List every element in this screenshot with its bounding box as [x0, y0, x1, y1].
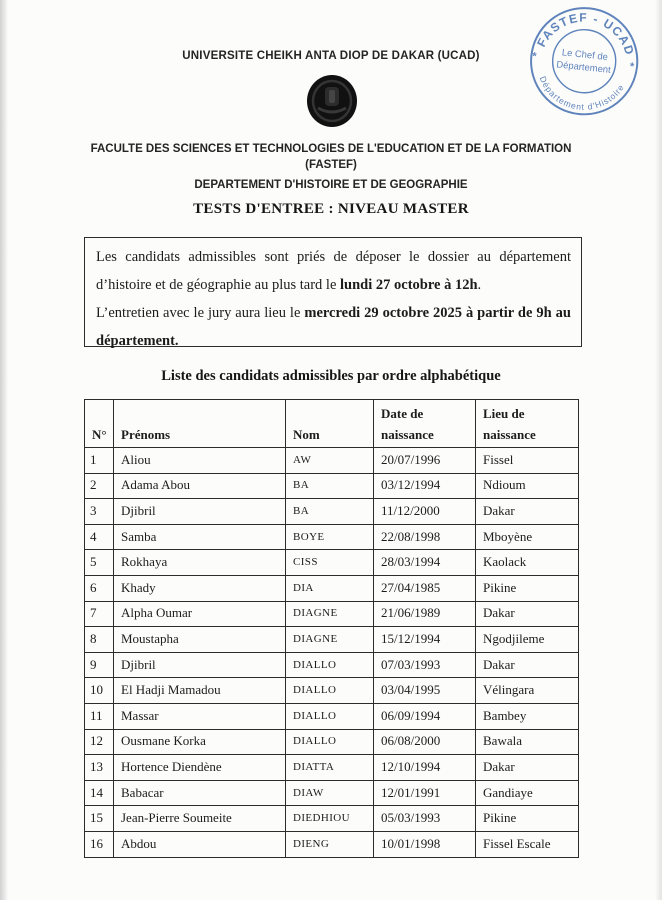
table-cell: Aliou: [114, 448, 286, 474]
table-row: [85, 703, 579, 729]
table-cell: BA: [286, 473, 374, 499]
notice-p1-text: Les candidats admissibles sont priés de déposer le dossier au département d’histoire et de géographie au plus tard le: [96, 249, 571, 293]
table-cell: 27/04/1985: [374, 575, 476, 601]
table-row: [85, 524, 579, 550]
photo-left-edge: [0, 0, 8, 900]
table-cell: DIALLO: [286, 729, 374, 755]
table-cell: 03/04/1995: [374, 678, 476, 704]
svg-text:Département d'Histoire: [535, 74, 627, 116]
table-cell: CISS: [286, 550, 374, 576]
table-header-row: [85, 400, 579, 448]
table-cell: Bawala: [476, 729, 579, 755]
table-cell: DIALLO: [286, 703, 374, 729]
table-row: [85, 729, 579, 755]
table-cell: Babacar: [114, 780, 286, 806]
table-cell: DIA: [286, 575, 374, 601]
table-cell: DIENG: [286, 831, 374, 857]
document-title: TESTS D'ENTREE : NIVEAU MASTER: [193, 201, 469, 217]
table-cell: 15: [85, 806, 114, 832]
table-row: [85, 652, 579, 678]
table-cell: 20/07/1996: [374, 448, 476, 474]
notice-box: [84, 237, 582, 347]
table-cell: Bambey: [476, 703, 579, 729]
table-cell: Jean-Pierre Soumeite: [114, 806, 286, 832]
table-cell: Djibril: [114, 499, 286, 525]
header-date-naissance: Date de naissance: [374, 400, 476, 448]
table-cell: Djibril: [114, 652, 286, 678]
stamp-star-right: *: [629, 60, 635, 74]
header-numero: N°: [85, 400, 114, 448]
table-cell: Moustapha: [114, 627, 286, 653]
faculty-line1: FACULTE DES SCIENCES ET TECHNOLOGIES DE L'EDUCATION ET DE LA FORMATION: [90, 143, 572, 155]
table-cell: Dakar: [476, 499, 579, 525]
table-cell: 10: [85, 678, 114, 704]
table-cell: 12/01/1991: [374, 780, 476, 806]
table-cell: 06/09/1994: [374, 703, 476, 729]
table-row: [85, 575, 579, 601]
table-cell: Fissel Escale: [476, 831, 579, 857]
table-cell: Alpha Oumar: [114, 601, 286, 627]
table-row: [85, 780, 579, 806]
table-row: [85, 755, 579, 781]
header-lieu-naissance: Lieu de naissance: [476, 400, 579, 448]
table-cell: DIEDHIOU: [286, 806, 374, 832]
table-cell: 22/08/1998: [374, 524, 476, 550]
university-title: UNIVERSITE CHEIKH ANTA DIOP DE DAKAR (UCAD): [182, 50, 480, 62]
department-title: DEPARTEMENT D'HISTOIRE ET DE GEOGRAPHIE: [194, 179, 468, 191]
table-cell: 11/12/2000: [374, 499, 476, 525]
notice-p2-date: mercredi 29 octobre 2025 à partir de 9h au département.: [96, 305, 571, 349]
table-cell: Pikine: [476, 575, 579, 601]
table-cell: Samba: [114, 524, 286, 550]
table-cell: 06/08/2000: [374, 729, 476, 755]
table-cell: Hortence Diendène: [114, 755, 286, 781]
table-cell: 21/06/1989: [374, 601, 476, 627]
photo-right-edge: [655, 0, 662, 900]
faculty-title: [0, 141, 662, 173]
table-cell: 05/03/1993: [374, 806, 476, 832]
table-cell: Mboyène: [476, 524, 579, 550]
table-cell: Dakar: [476, 652, 579, 678]
table-cell: Abdou: [114, 831, 286, 857]
header-nom: Nom: [286, 400, 374, 448]
notice-paragraph-2: [96, 299, 571, 355]
table-cell: 4: [85, 524, 114, 550]
table-row: [85, 473, 579, 499]
table-row: [85, 601, 579, 627]
table-cell: 9: [85, 652, 114, 678]
faculty-acronym: (FASTEF): [305, 159, 357, 171]
table-cell: Dakar: [476, 601, 579, 627]
table-cell: 15/12/1994: [374, 627, 476, 653]
table-cell: Rokhaya: [114, 550, 286, 576]
department-stamp: [512, 0, 656, 133]
table-cell: DIALLO: [286, 652, 374, 678]
table-cell: DIAW: [286, 780, 374, 806]
table-cell: 11: [85, 703, 114, 729]
table-cell: 16: [85, 831, 114, 857]
table-cell: Ndioum: [476, 473, 579, 499]
table-row: [85, 499, 579, 525]
table-cell: BA: [286, 499, 374, 525]
table-cell: BOYE: [286, 524, 374, 550]
table-row: [85, 448, 579, 474]
table-cell: 10/01/1998: [374, 831, 476, 857]
table-cell: 2: [85, 473, 114, 499]
table-row: [85, 627, 579, 653]
notice-paragraph-1: [96, 243, 571, 299]
table-cell: Ousmane Korka: [114, 729, 286, 755]
stamp-arc-bottom-text: Département d'Histoire: [537, 74, 627, 112]
table-cell: AW: [286, 448, 374, 474]
table-row: [85, 678, 579, 704]
table-cell: DIATTA: [286, 755, 374, 781]
table-cell: 3: [85, 499, 114, 525]
notice-p2-text: L’entretien avec le jury aura lieu le: [96, 305, 305, 321]
notice-p1-period: .: [477, 277, 482, 293]
table-cell: 03/12/1994: [374, 473, 476, 499]
table-cell: 1: [85, 448, 114, 474]
notice-p1-deadline: lundi 27 octobre à 12h: [340, 277, 478, 293]
table-row: [85, 806, 579, 832]
table-cell: 07/03/1993: [374, 652, 476, 678]
stamp-star-left: *: [531, 50, 538, 63]
table-cell: 12/10/1994: [374, 755, 476, 781]
stamp-center-line2: Département: [555, 59, 612, 76]
table-cell: 28/03/1994: [374, 550, 476, 576]
candidates-tbody: [85, 448, 579, 858]
table-cell: Vélingara: [476, 678, 579, 704]
table-cell: 14: [85, 780, 114, 806]
table-cell: Pikine: [476, 806, 579, 832]
table-cell: Adama Abou: [114, 473, 286, 499]
header-prenoms: Prénoms: [114, 400, 286, 448]
candidates-table: [84, 399, 579, 858]
stamp-center-line1: Le Chef de: [561, 47, 609, 64]
table-cell: 7: [85, 601, 114, 627]
table-cell: DIAGNE: [286, 601, 374, 627]
stamp-arc-top-text: FASTEF - UCAD: [534, 10, 638, 58]
table-cell: Massar: [114, 703, 286, 729]
table-cell: Gandiaye: [476, 780, 579, 806]
table-row: [85, 550, 579, 576]
table-cell: DIALLO: [286, 678, 374, 704]
table-cell: 12: [85, 729, 114, 755]
table-cell: El Hadji Mamadou: [114, 678, 286, 704]
table-cell: 13: [85, 755, 114, 781]
list-title: Liste des candidats admissibles par ordre alphabétique: [161, 368, 501, 384]
table-cell: Dakar: [476, 755, 579, 781]
table-cell: Fissel: [476, 448, 579, 474]
table-cell: 8: [85, 627, 114, 653]
table-cell: Khady: [114, 575, 286, 601]
table-cell: 6: [85, 575, 114, 601]
table-cell: 5: [85, 550, 114, 576]
table-cell: DIAGNE: [286, 627, 374, 653]
ucad-seal-icon: [306, 74, 358, 133]
table-cell: Kaolack: [476, 550, 579, 576]
table-row: [85, 831, 579, 857]
table-cell: Ngodjileme: [476, 627, 579, 653]
